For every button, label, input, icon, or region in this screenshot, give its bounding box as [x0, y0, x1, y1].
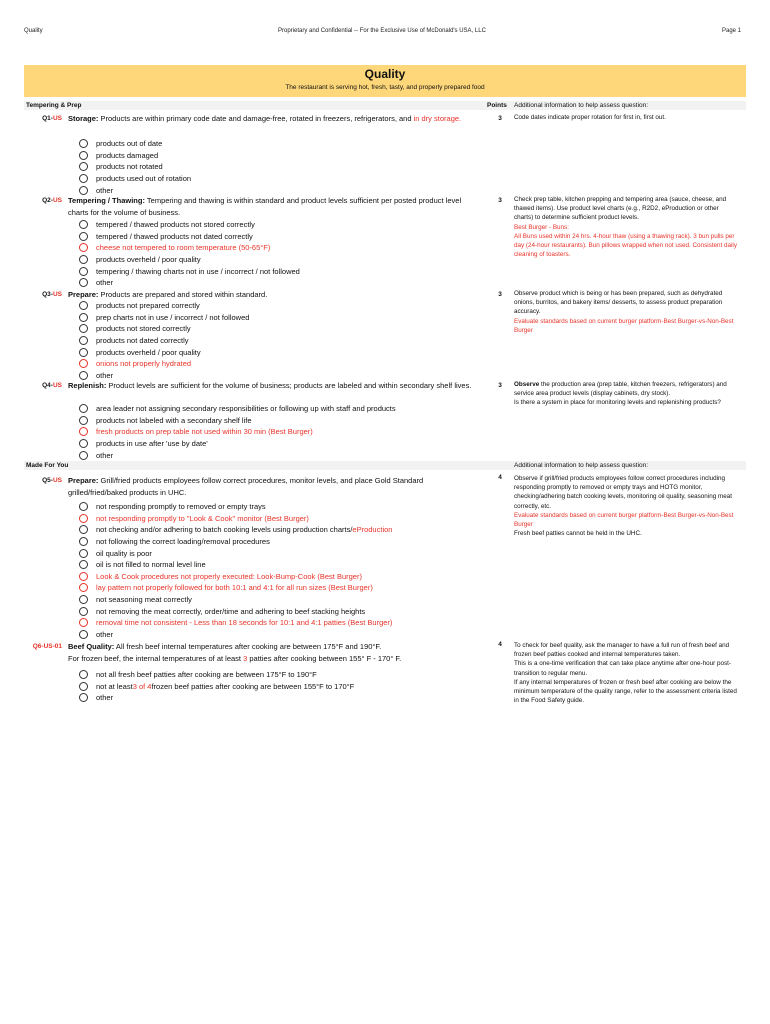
points-q4: 3	[498, 382, 502, 389]
points-q2: 3	[498, 197, 502, 204]
option-label: products used out of rotation	[96, 174, 192, 184]
question-id-q5: Q5-US	[42, 477, 62, 484]
option-item[interactable]	[79, 277, 479, 289]
option-item[interactable]	[79, 547, 479, 559]
option-item[interactable]	[79, 536, 479, 548]
info-line: All Buns used within 24 hrs. 4-hour thaw (using a thawing rack). 3 bun pulls per day (24-hour restaurants). Bun pillows wrapped when not used. Consistent daily cleaning of toasters.	[514, 232, 737, 259]
question-id-q1: Q1-US	[42, 115, 62, 122]
option-item[interactable]	[79, 346, 479, 358]
options-q5	[79, 501, 479, 640]
radio-circle-icon[interactable]	[79, 404, 88, 413]
option-item[interactable]	[79, 300, 479, 312]
info-q5	[514, 474, 739, 538]
info-line: Best Burger - Buns:	[514, 223, 569, 231]
info-q1	[514, 113, 739, 122]
radio-circle-icon[interactable]	[79, 693, 88, 702]
radio-circle-icon[interactable]	[79, 220, 88, 229]
radio-circle-icon[interactable]	[79, 439, 88, 448]
radio-circle-icon[interactable]	[79, 174, 88, 183]
radio-circle-icon[interactable]	[79, 583, 88, 592]
option-item[interactable]	[79, 403, 479, 415]
option-label: products not stored correctly	[96, 324, 191, 334]
option-label: products not labeled with a secondary shelf life	[96, 415, 252, 425]
question-text-q4: Replenish: Product levels are sufficient for the volume of business; products are labeled and within secondary shelf lives.	[68, 381, 472, 390]
options-q6	[79, 669, 479, 704]
radio-circle-icon[interactable]	[79, 502, 88, 511]
option-label: not checking and/or adhering to batch cooking levels using production charts/	[96, 525, 353, 535]
radio-circle-icon[interactable]	[79, 549, 88, 558]
question-text-q1: Storage: Products are within primary code date and damage-free, rotated in freezers, refrigerators, and in dry storage.	[68, 114, 462, 123]
option-label: fresh products on prep table not used within 30 min (Best Burger)	[96, 427, 313, 437]
option-item[interactable]: not all fresh beef patties after cooking are between 175°F to 190°F	[79, 669, 479, 681]
option-item[interactable]	[79, 524, 479, 536]
section-header-tempering	[24, 101, 746, 110]
option-label: other	[96, 278, 114, 288]
options-q2	[79, 219, 479, 289]
option-label: other	[96, 629, 114, 639]
option-item[interactable]	[79, 231, 479, 243]
section-label: Made For You	[26, 462, 69, 469]
option-item[interactable]	[79, 582, 479, 594]
info-line: Evaluate standards based on current burger platform-Best Burger-vs-Non-Best Burger	[514, 511, 734, 529]
question-text-q5: Prepare: Grill/fried products employees follow correct procedures, monitor levels, and place Gold Standard grilled/fried/baked products in UHC.	[68, 476, 424, 497]
option-item[interactable]	[79, 138, 479, 150]
info-line: Observe if grill/fried products employees follow correct procedures including responding promptly to removed or empty trays and HOTG monitor, checking/adhering batch cooking levels, monitoring oil quality, seasoning meat correctly, etc.	[514, 475, 732, 510]
option-label: oil quality is poor	[96, 548, 152, 558]
radio-circle-icon[interactable]	[79, 336, 88, 345]
option-item[interactable]	[79, 312, 479, 324]
option-item[interactable]	[79, 629, 479, 641]
radio-circle-icon[interactable]	[79, 630, 88, 639]
option-item[interactable]: other	[79, 692, 479, 704]
radio-circle-icon[interactable]	[79, 348, 88, 357]
options-q4	[79, 403, 479, 461]
option-label: not following the correct loading/removal procedures	[96, 537, 270, 547]
info-line: This is a one-time verification that can take place anytime after one-hour post-transition to regular menu.	[514, 660, 731, 677]
option-item[interactable]	[79, 605, 479, 617]
radio-circle-icon[interactable]	[79, 618, 88, 627]
option-item[interactable]	[79, 501, 479, 513]
option-item[interactable]	[79, 449, 479, 461]
info-q2	[514, 195, 739, 259]
info-q3	[514, 289, 739, 335]
option-label: other	[96, 185, 114, 195]
radio-circle-icon[interactable]	[79, 514, 88, 523]
option-item[interactable]: not at least 3 of 4 frozen beef patties after cooking are between 155°F to 170°F	[79, 681, 479, 693]
option-label: products not rotated	[96, 162, 163, 172]
option-item[interactable]	[79, 571, 479, 583]
radio-circle-icon[interactable]	[79, 359, 88, 368]
option-item[interactable]	[79, 594, 479, 606]
radio-circle-icon[interactable]	[79, 278, 88, 287]
points-q5: 4	[498, 474, 502, 481]
question-id-q2: Q2-US	[42, 197, 62, 204]
option-label: lay pattern not properly followed for both 10:1 and 4:1 for all run sizes (Best Burger)	[96, 583, 373, 593]
radio-circle-icon[interactable]	[79, 416, 88, 425]
option-label: area leader not assigning secondary responsibilities or following up with staff and products	[96, 404, 396, 414]
radio-circle-icon[interactable]	[79, 537, 88, 546]
question-text-q3: Prepare: Products are prepared and stored within standard.	[68, 290, 268, 299]
radio-circle-icon[interactable]	[79, 243, 88, 252]
option-item[interactable]	[79, 265, 479, 277]
option-item[interactable]	[79, 438, 479, 450]
radio-circle-icon[interactable]	[79, 572, 88, 581]
option-label: tempering / thawing charts not in use / incorrect / not followed	[96, 266, 300, 276]
question-id-q6: Q6-US-01	[32, 643, 62, 650]
option-item[interactable]	[79, 358, 479, 370]
option-label: Look & Cook procedures not properly executed: Look-Bump-Cook (Best Burger)	[96, 571, 362, 581]
question-id-q3: Q3-US	[42, 291, 62, 298]
option-label: not responding promptly to removed or empty trays	[96, 502, 266, 512]
radio-circle-icon[interactable]	[79, 670, 88, 679]
option-item[interactable]	[79, 150, 479, 162]
option-item[interactable]	[79, 617, 479, 629]
option-label: products in use after 'use by date'	[96, 439, 208, 449]
radio-circle-icon[interactable]	[79, 371, 88, 380]
page-title: Quality	[364, 67, 406, 81]
info-bold: Observe	[514, 381, 540, 388]
info-line: Observe product which is being or has been prepared, such as dehydrated onions, burritos, and bakery items/ desserts, to assess product preparation accuracy.	[514, 290, 723, 316]
header-center: Proprietary and Confidential -- For the Exclusive Use of McDonald's USA, LLC	[278, 28, 486, 34]
option-label: products not dated correctly	[96, 336, 189, 346]
radio-circle-icon[interactable]	[79, 139, 88, 148]
option-label: other	[96, 450, 114, 460]
question-text-q2: Tempering / Thawing: Tempering and thawing is within standard and product levels sufficient per posted product level charts for the volume of business.	[68, 196, 462, 217]
option-item[interactable]	[79, 254, 479, 266]
radio-circle-icon[interactable]	[79, 682, 88, 691]
option-label: products overheld / poor quality	[96, 347, 201, 357]
option-label: products overheld / poor quality	[96, 255, 201, 265]
options-q1	[79, 138, 479, 196]
title-banner	[24, 65, 746, 97]
option-label: other	[96, 370, 114, 380]
option-label: products damaged	[96, 150, 159, 160]
points-q3: 3	[498, 291, 502, 298]
header-left: Quality	[24, 28, 43, 34]
radio-circle-icon[interactable]	[79, 560, 88, 569]
page-subtitle: The restaurant is serving hot, fresh, tasty, and properly prepared food	[285, 84, 485, 91]
radio-circle-icon[interactable]	[79, 427, 88, 436]
option-item[interactable]	[79, 415, 479, 427]
option-label: prep charts not in use / incorrect / not followed	[96, 312, 250, 322]
info-line: If any internal temperatures of frozen or fresh beef after cooking are below the minimum temperature of the quality range, refer to the assessment criteria listed in the Food Safety guide.	[514, 678, 737, 705]
option-item[interactable]	[79, 242, 479, 254]
option-item[interactable]	[79, 559, 479, 571]
option-label: cheese not tempered to room temperature (50-65°F)	[96, 243, 271, 253]
radio-circle-icon[interactable]	[79, 267, 88, 276]
points-q1: 3	[498, 115, 502, 122]
radio-circle-icon[interactable]	[79, 525, 88, 534]
info-q6	[514, 641, 739, 705]
option-item[interactable]	[79, 335, 479, 347]
option-label: removal time not consistent - Less than 18 seconds for 10:1 and 4:1 patties (Best Burger)	[96, 618, 393, 628]
option-label: tempered / thawed products not dated correctly	[96, 231, 253, 241]
radio-circle-icon[interactable]	[79, 232, 88, 241]
option-item[interactable]	[79, 219, 479, 231]
option-label: not seasoning meat correctly	[96, 595, 192, 605]
option-label-highlight: eProduction	[352, 525, 393, 535]
header-page: Page 1	[722, 28, 742, 34]
radio-circle-icon[interactable]	[79, 151, 88, 160]
option-item[interactable]	[79, 323, 479, 335]
radio-circle-icon[interactable]	[79, 595, 88, 604]
radio-circle-icon[interactable]	[79, 301, 88, 310]
option-label: oil is not filled to normal level line	[96, 560, 206, 570]
option-item[interactable]	[79, 513, 479, 525]
info-line: To check for beef quality, ask the manager to have a full run of fresh beef and frozen beef patties cooked and internal temperatures taken.	[514, 642, 730, 659]
options-q3	[79, 300, 479, 381]
points-header: Points	[487, 102, 507, 109]
section-header-madeforyou	[24, 461, 746, 470]
radio-circle-icon[interactable]	[79, 313, 88, 322]
question-id-q4: Q4-US	[42, 382, 62, 389]
info-line: Check prep table, kitchen prepping and tempering area (sauce, cheese, and thawed items). Use product level charts (e.g., R2D2, eProduction or other charts) to determine sufficient product levels.	[514, 196, 727, 222]
radio-circle-icon[interactable]	[79, 186, 88, 195]
section-label: Tempering & Prep	[26, 102, 82, 109]
option-label: not responding promptly to "Look & Cook" monitor (Best Burger)	[96, 513, 309, 523]
option-item[interactable]	[79, 426, 479, 438]
info-q4: Observe the production area (prep table, kitchen freezers, refrigerators) and service area product levels (display cabinets, dry stock). Is there a system in place for monitoring levels and replenishing products?	[514, 381, 727, 407]
option-label: onions not properly hydrated	[96, 359, 192, 369]
question-text-q6: Beef Quality: All fresh beef internal temperatures after cooking are between 175°F and 190°F. For frozen beef, the internal temperatures of at least 3 patties after cooking between 155° F - 170° F.	[68, 642, 402, 663]
option-item[interactable]	[79, 161, 479, 173]
info-line: Fresh beef patties cannot be held in the UHC.	[514, 530, 642, 538]
info-header: Additional information to help assess question:	[514, 102, 649, 109]
option-label: not removing the meat correctly, order/time and adhering to beef stacking heights	[96, 606, 366, 616]
radio-circle-icon[interactable]	[79, 324, 88, 333]
option-label: products out of date	[96, 139, 163, 149]
option-label: products not prepared correctly	[96, 301, 200, 311]
radio-circle-icon[interactable]	[79, 607, 88, 616]
points-q6: 4	[498, 641, 502, 648]
option-item[interactable]	[79, 173, 479, 185]
info-line: Evaluate standards based on current burger platform-Best Burger-vs-Non-Best Burger	[514, 317, 734, 334]
radio-circle-icon[interactable]	[79, 162, 88, 171]
info-header: Additional information to help assess question:	[514, 462, 649, 469]
radio-circle-icon[interactable]	[79, 451, 88, 460]
info-line: Code dates indicate proper rotation for first in, first out.	[514, 114, 666, 121]
radio-circle-icon[interactable]	[79, 255, 88, 264]
option-label: tempered / thawed products not stored correctly	[96, 220, 255, 230]
